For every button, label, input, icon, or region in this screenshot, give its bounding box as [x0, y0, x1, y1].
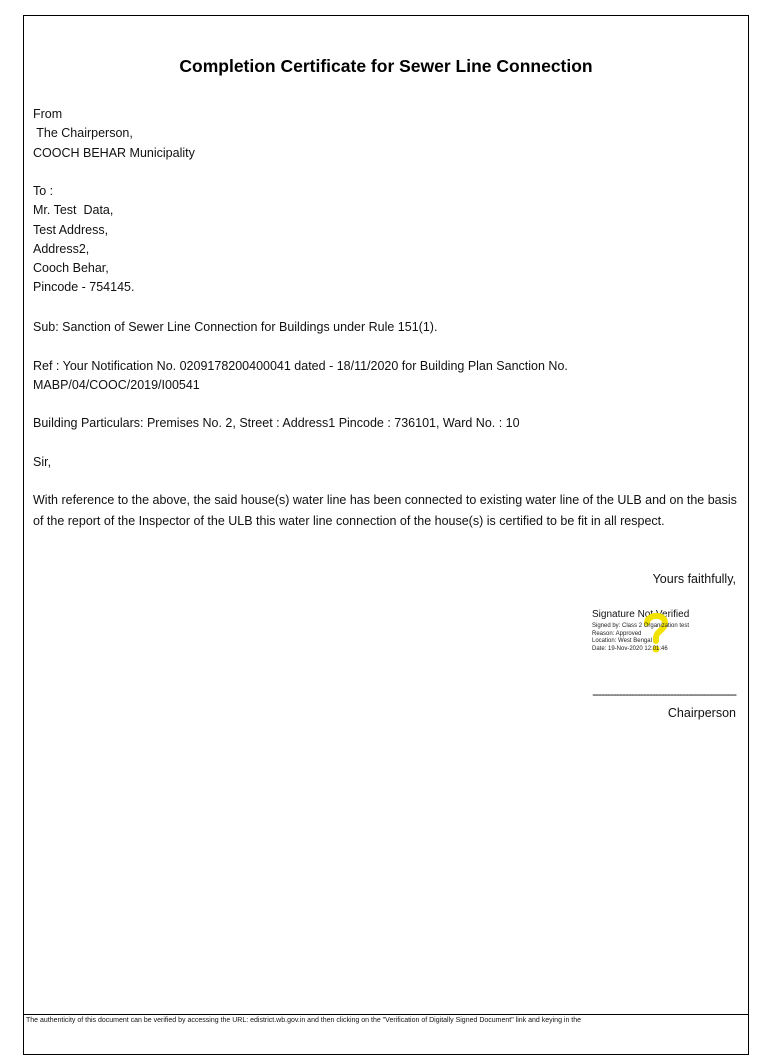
- body-paragraph: With reference to the above, the said house(s) water line has been connected to existing water line of the ULB and on the basis of the report of the Inspector of the ULB this water line connection of the house(s) is certified to be fit in all respect.: [33, 493, 737, 528]
- digital-signature-block: [592, 609, 727, 653]
- from-line: COOCH BEHAR Municipality: [33, 145, 195, 160]
- signature-status: Signature Not Verified: [592, 609, 690, 620]
- to-line: Test Address,: [33, 222, 109, 237]
- signature-date: Date: 19-Nov-2020 12:01:46: [592, 645, 668, 652]
- from-section: [33, 105, 195, 163]
- page-title: Completion Certificate for Sewer Line Connection: [179, 56, 593, 76]
- to-line: Cooch Behar,: [33, 261, 109, 276]
- building-particulars: Building Particulars: Premises No. 2, Street : Address1 Pincode : 736101, Ward No. : 10: [33, 416, 520, 430]
- to-section: [33, 182, 134, 298]
- reference-section: [33, 357, 568, 396]
- signature-line: ------------------------------------------------: [592, 687, 736, 701]
- from-label: From: [33, 107, 63, 121]
- to-label: To :: [33, 184, 54, 198]
- certificate-page: [23, 15, 749, 1055]
- signatory-title: Chairperson: [667, 706, 736, 720]
- signature-location: Location: West Bengal: [592, 638, 652, 644]
- reference-line: Ref : Your Notification No. 0209178200400041 dated - 18/11/2020 for Building Plan Sanction No.: [33, 359, 568, 373]
- salutation: Sir,: [33, 455, 52, 469]
- reference-line: MABP/04/COOC/2019/I00541: [33, 378, 200, 393]
- from-line: The Chairperson,: [33, 126, 133, 141]
- closing: Yours faithfully,: [652, 572, 736, 586]
- verification-footer: The authenticity of this document can be verified by accessing the URL: edistrict.wb.gov.in and then clicking on the "Verification of Digitally Signed Document" link and keying in the: [23, 1014, 749, 1028]
- signature-reason: Reason: Approved: [592, 630, 642, 637]
- signature-signed-by: Signed by: Class 2 Organization test: [592, 623, 690, 629]
- subject-line: Sub: Sanction of Sewer Line Connection for Buildings under Rule 151(1).: [33, 320, 438, 334]
- to-line: Address2,: [33, 241, 90, 256]
- to-line: Pincode - 754145.: [33, 280, 135, 295]
- to-line: Mr. Test Data,: [33, 203, 114, 218]
